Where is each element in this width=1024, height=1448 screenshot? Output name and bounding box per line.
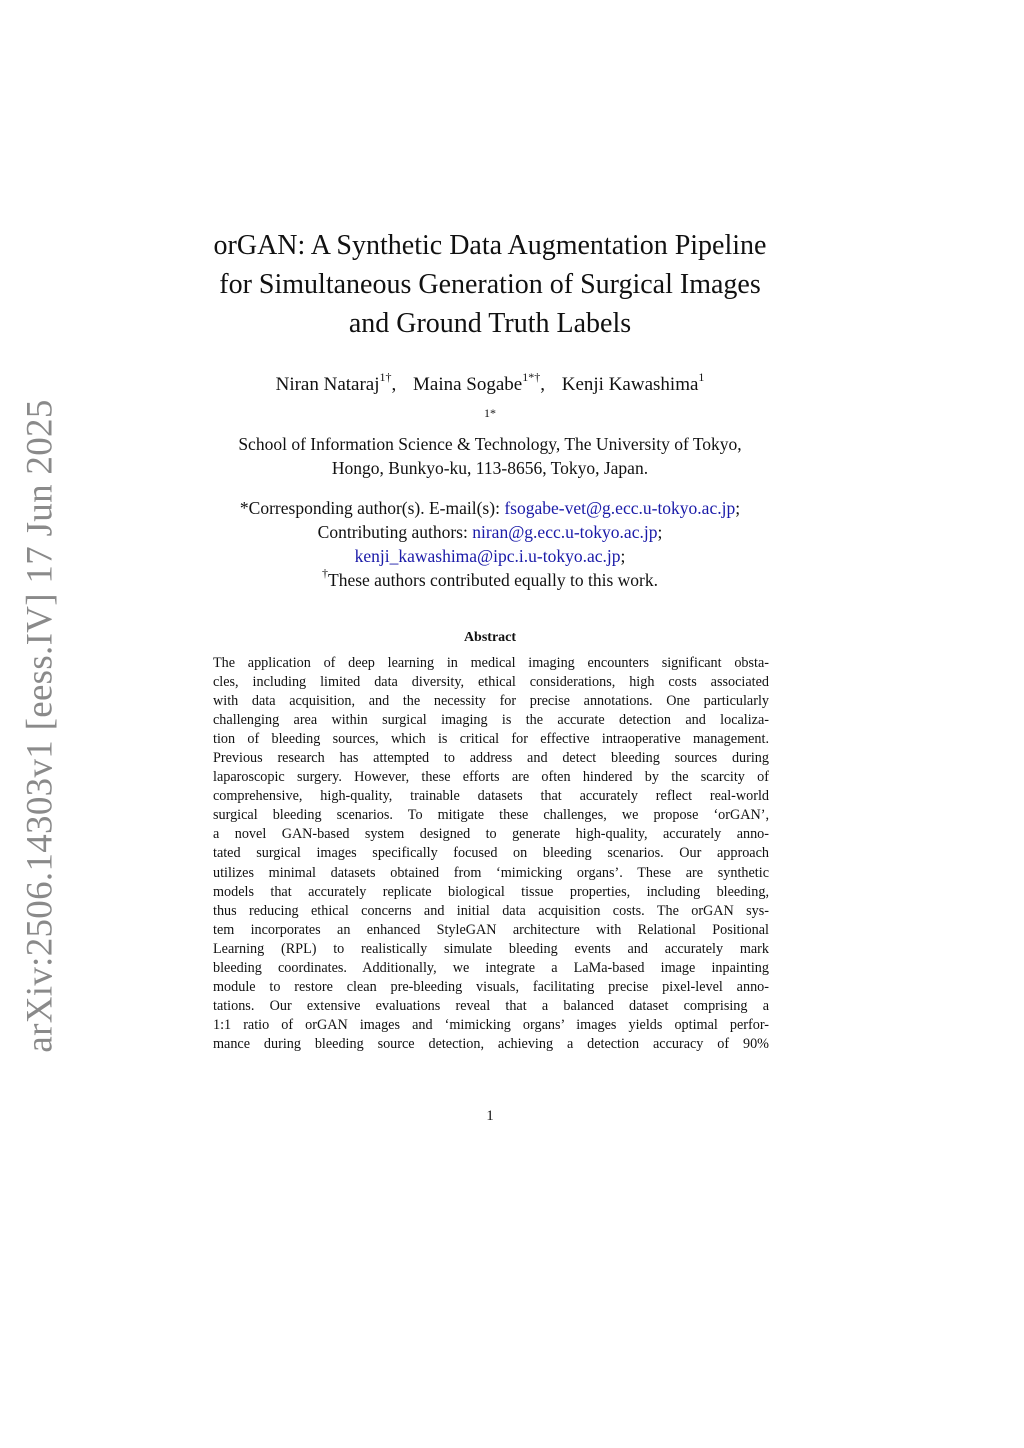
dagger-mark: † (322, 566, 328, 581)
corresponding-author-line: *Corresponding author(s). E-mail(s): fsogabe-vet@g.ecc.u-tokyo.ac.jp; (239, 498, 741, 518)
abstract-line: utilizes minimal datasets obtained from ‘mimicking organs’. These are synthetic (213, 864, 769, 881)
author: Maina Sogabe$^{1*\dagger}$, (413, 369, 545, 395)
author-affiliation-mark: 1 (698, 369, 705, 384)
author: Niran Nataraj$^{1\dagger}$, (275, 369, 397, 395)
author-list (150, 369, 830, 398)
corresponding-email-link[interactable]: fsogabe-vet@g.ecc.u-tokyo.ac.jp (504, 498, 736, 518)
abstract-heading: Abstract (463, 630, 517, 645)
contact-block (150, 496, 830, 592)
affiliation-line: $^{1*}$ School of Information Science & Technology, The University of Tokyo, (238, 406, 742, 454)
abstract-line: with data acquisition, and the necessity for precise annotations. One particularly (213, 693, 769, 710)
abstract-line: 1:1 ratio of orGAN images and ‘mimicking organs’ images yields optimal perfor- (213, 1016, 769, 1033)
contributing-authors-line: kenji_kawashima@ipc.i.u-tokyo.ac.jp; (354, 546, 626, 566)
abstract-line: Learning (RPL) to realistically simulate bleeding events and accurately mark (213, 940, 769, 957)
abstract-line: tations. Our extensive evaluations reveal that a balanced dataset comprising a (213, 997, 769, 1014)
author (561, 369, 705, 395)
paper-title (150, 226, 830, 343)
abstract-line: thus reducing ethical concerns and initial data acquisition costs. The orGAN sys- (213, 902, 769, 919)
abstract-line: tated surgical images specifically focused on bleeding scenarios. Our approach (213, 845, 769, 862)
arxiv-identifier-stamp: arXiv:2506.14303v1 [eess.IV] 17 Jun 2025 (19, 399, 61, 1053)
affiliation-mark: 1* (484, 406, 496, 421)
abstract-line: surgical bleeding scenarios. To mitigate these challenges, we propose ‘orGAN’, (213, 807, 769, 824)
contributing-email-link[interactable]: kenji_kawashima@ipc.i.u-tokyo.ac.jp (354, 546, 621, 566)
title-line: and Ground Truth Labels (348, 308, 632, 339)
abstract-line: models that accurately replicate biological tissue properties, including bleeding, (213, 883, 769, 900)
abstract-line: The application of deep learning in medical imaging encounters significant obsta- (213, 655, 769, 671)
author-name: Maina Sogabe (413, 374, 523, 395)
page-number: 1 (486, 1108, 494, 1124)
abstract-line: tem incorporates an enhanced StyleGAN architecture with Relational Positional (213, 921, 769, 938)
author-affiliation-mark: 1*† (522, 369, 541, 384)
abstract-line: a novel GAN-based system designed to generate high-quality, accurately anno- (213, 826, 769, 843)
abstract-line: Previous research has attempted to address and detect bleeding sources during (213, 750, 769, 767)
affiliation-line: Hongo, Bunkyo-ku, 113-8656, Tokyo, Japan. (331, 458, 649, 478)
abstract-line: tion of bleeding sources, which is critical for effective intraoperative management. (213, 731, 769, 748)
title-line: orGAN: A Synthetic Data Augmentation Pipeline (213, 230, 767, 261)
abstract-line: cles, including limited data diversity, ethical considerations, high costs associated (213, 674, 769, 691)
equal-contribution-note: †These authors contributed equally to this work. (322, 566, 658, 590)
contributing-email-link[interactable]: niran@g.ecc.u-tokyo.ac.jp (472, 522, 658, 542)
abstract-line: comprehensive, high-quality, trainable datasets that accurately reflect real-world (213, 788, 769, 805)
abstract-line: mance during bleeding source detection, achieving a detection accuracy of 90% (213, 1035, 769, 1052)
affiliation (150, 408, 830, 480)
author-affiliation-mark: 1† (379, 369, 392, 384)
abstract-line: laparoscopic surgery. However, these efforts are often hindered by the scarcity of (213, 769, 769, 786)
author-name: Kenji Kawashima (561, 374, 699, 395)
author-name: Niran Nataraj (275, 374, 380, 395)
abstract-line: module to restore clean pre-bleeding visuals, facilitating precise pixel-level anno- (213, 978, 769, 995)
abstract-body (213, 654, 769, 1054)
abstract-line: challenging area within surgical imaging is the accurate detection and localiza- (213, 712, 769, 729)
abstract-line: bleeding coordinates. Additionally, we integrate a LaMa-based image inpainting (213, 959, 769, 976)
title-line: for Simultaneous Generation of Surgical Images (219, 269, 761, 300)
contributing-authors-line: Contributing authors: niran@g.ecc.u-tokyo.ac.jp; (317, 522, 663, 542)
